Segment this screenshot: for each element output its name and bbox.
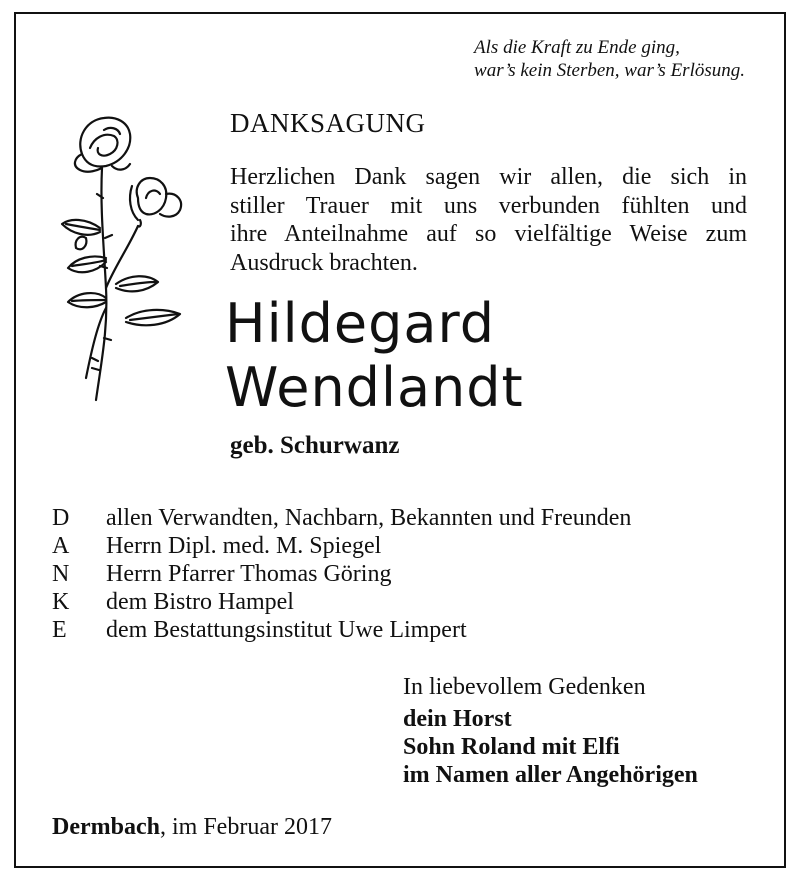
signature-line: Sohn Roland mit Elfi — [403, 734, 620, 760]
thanks-recipient: allen Verwandten, Nachbarn, Bekannten und Freunden — [106, 505, 632, 531]
thanks-recipient: dem Bestattungsinstitut Uwe Limpert — [106, 617, 467, 643]
place-date — [52, 814, 332, 841]
deceased-first-name: Hildegard — [225, 292, 496, 355]
intro-paragraph — [230, 163, 747, 277]
closing-block — [403, 673, 698, 789]
thanks-row — [52, 560, 631, 588]
acrostic-letter: D — [52, 505, 70, 531]
intro-line-3: ihre Anteilnahme auf so vielfältige Weise zum — [230, 221, 747, 247]
epigraph — [474, 36, 745, 82]
thanks-row — [52, 616, 631, 644]
signature-line: im Namen aller Angehörigen — [403, 762, 698, 788]
deceased-name — [225, 292, 524, 420]
town-name: Dermbach — [52, 814, 160, 840]
acrostic-letter: K — [52, 589, 70, 615]
intro-line-2: stiller Trauer mit uns verbunden fühlten und — [230, 192, 747, 219]
acrostic-letter: A — [52, 533, 70, 559]
rose-icon — [56, 108, 196, 408]
intro-line-4: Ausdruck brachten. — [230, 249, 418, 276]
thanks-row — [52, 588, 631, 616]
deceased-last-name: Wendlandt — [225, 356, 524, 419]
thanks-row — [52, 504, 631, 532]
page-title: DANKSAGUNG — [230, 108, 426, 138]
acrostic-letter: E — [52, 617, 67, 643]
signature-line: dein Horst — [403, 706, 512, 732]
thanks-list — [52, 504, 631, 644]
acrostic-letter: N — [52, 561, 70, 587]
maiden-name: geb. Schurwanz — [230, 432, 400, 459]
date-text: , im Februar 2017 — [159, 814, 332, 840]
thanks-row — [52, 532, 631, 560]
thanks-recipient: dem Bistro Hampel — [106, 589, 294, 615]
thanks-recipient: Herrn Dipl. med. M. Spiegel — [106, 533, 382, 559]
memory-line: In liebevollem Gedenken — [403, 674, 646, 700]
epigraph-line-1: Als die Kraft zu Ende ging, — [474, 37, 680, 58]
intro-line-1: Herzlichen Dank sagen wir allen, die sich in — [230, 164, 747, 190]
thanks-recipient: Herrn Pfarrer Thomas Göring — [106, 561, 392, 587]
epigraph-line-2: war’s kein Sterben, war’s Erlösung. — [474, 60, 745, 81]
